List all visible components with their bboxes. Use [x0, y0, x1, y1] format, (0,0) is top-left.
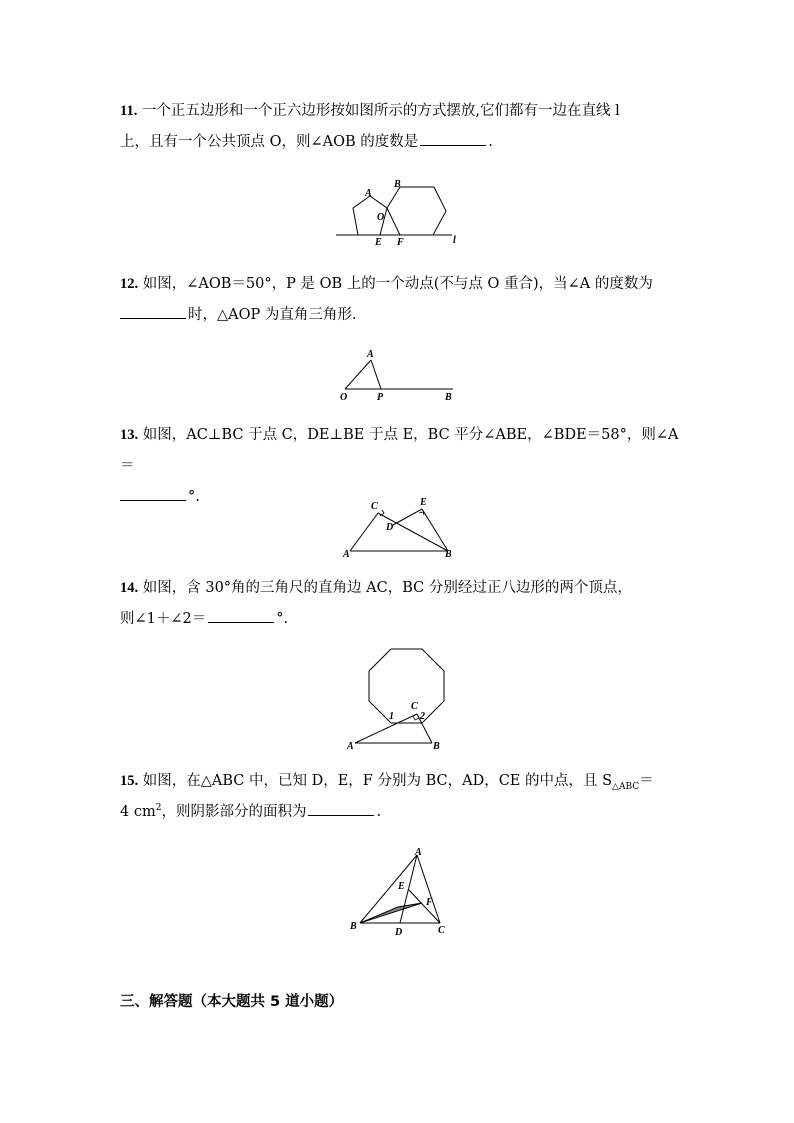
label-O: O: [340, 392, 348, 403]
label-E: E: [420, 497, 427, 508]
figure-12: [335, 345, 465, 405]
label-B: B: [350, 921, 357, 932]
question-14-line2: 则∠1＋∠2＝ °.: [120, 604, 680, 635]
label-B: B: [445, 549, 452, 560]
label-angle-2: 2: [420, 711, 425, 722]
question-15-line2: 4 $cm^2$，则阴影部分的面积为 .: [120, 797, 680, 828]
question-15: [120, 766, 680, 828]
label-P: P: [377, 392, 384, 403]
label-D: D: [386, 522, 394, 533]
label-O: O: [377, 212, 385, 223]
label-angle-1: 1: [389, 711, 394, 722]
label-D: D: [395, 927, 403, 938]
label-C: C: [411, 701, 418, 712]
figure-13: [340, 495, 460, 560]
figure-14: [340, 643, 460, 753]
question-number: 15.: [120, 773, 139, 789]
label-A: A: [415, 847, 422, 858]
label-E: E: [375, 237, 382, 248]
question-15-line1: 15. 如图，在△ABC 中，已知 D，E，F 分别为 BC，AD，CE 的中点，且 $S_{\triangle ABC}=$: [120, 773, 654, 792]
label-A: A: [347, 741, 354, 752]
question-number: 14.: [120, 580, 139, 596]
label-B: B: [433, 741, 440, 752]
label-l: l: [453, 235, 456, 246]
label-B: B: [394, 179, 401, 190]
answer-blank: [208, 607, 274, 623]
question-12-line1: 12. 如图，∠AOB＝50°，P 是 OB 上的一个动点(不与点 O 重合)，当∠A 的度数为: [120, 276, 653, 292]
label-A: A: [343, 549, 350, 560]
label-C: C: [371, 501, 378, 512]
question-number: 13.: [120, 427, 139, 443]
question-12: [120, 269, 680, 331]
question-11: [120, 96, 680, 158]
question-number: 12.: [120, 276, 139, 292]
label-B: B: [445, 392, 452, 403]
answer-blank: [120, 485, 186, 501]
question-14-line1: 14. 如图，含 30°角的三角尺的直角边 AC，BC 分别经过正八边形的两个顶点，: [120, 580, 632, 596]
answer-blank: [308, 800, 374, 816]
answer-blank: [120, 303, 186, 319]
label-E: E: [398, 881, 405, 892]
question-11-line2: 上，且有一个公共顶点 O，则∠AOB 的度数是 .: [120, 127, 680, 158]
section-heading: 三、解答题（本大题共 5 道小题）: [120, 994, 344, 1010]
label-F: F: [426, 897, 433, 908]
question-number: 11.: [120, 103, 138, 119]
question-14: [120, 573, 680, 635]
label-C: C: [438, 925, 445, 936]
label-F: F: [397, 237, 404, 248]
question-12-line2: 时，△AOP 为直角三角形.: [120, 300, 680, 331]
label-A: A: [365, 188, 372, 199]
question-13-line1: 13. 如图，AC⊥BC 于点 C，DE⊥BE 于点 E，BC 平分∠ABE，∠BDE＝58°，则∠A＝: [120, 427, 679, 474]
label-A: A: [367, 349, 374, 360]
question-11-line1: 11. 一个正五边形和一个正六边形按如图所示的方式摆放,它们都有一边在直线 l: [120, 103, 620, 119]
answer-blank: [420, 130, 486, 146]
figure-15: [345, 843, 455, 943]
question-13-line2: °.: [120, 482, 680, 513]
figure-11: [330, 175, 470, 250]
